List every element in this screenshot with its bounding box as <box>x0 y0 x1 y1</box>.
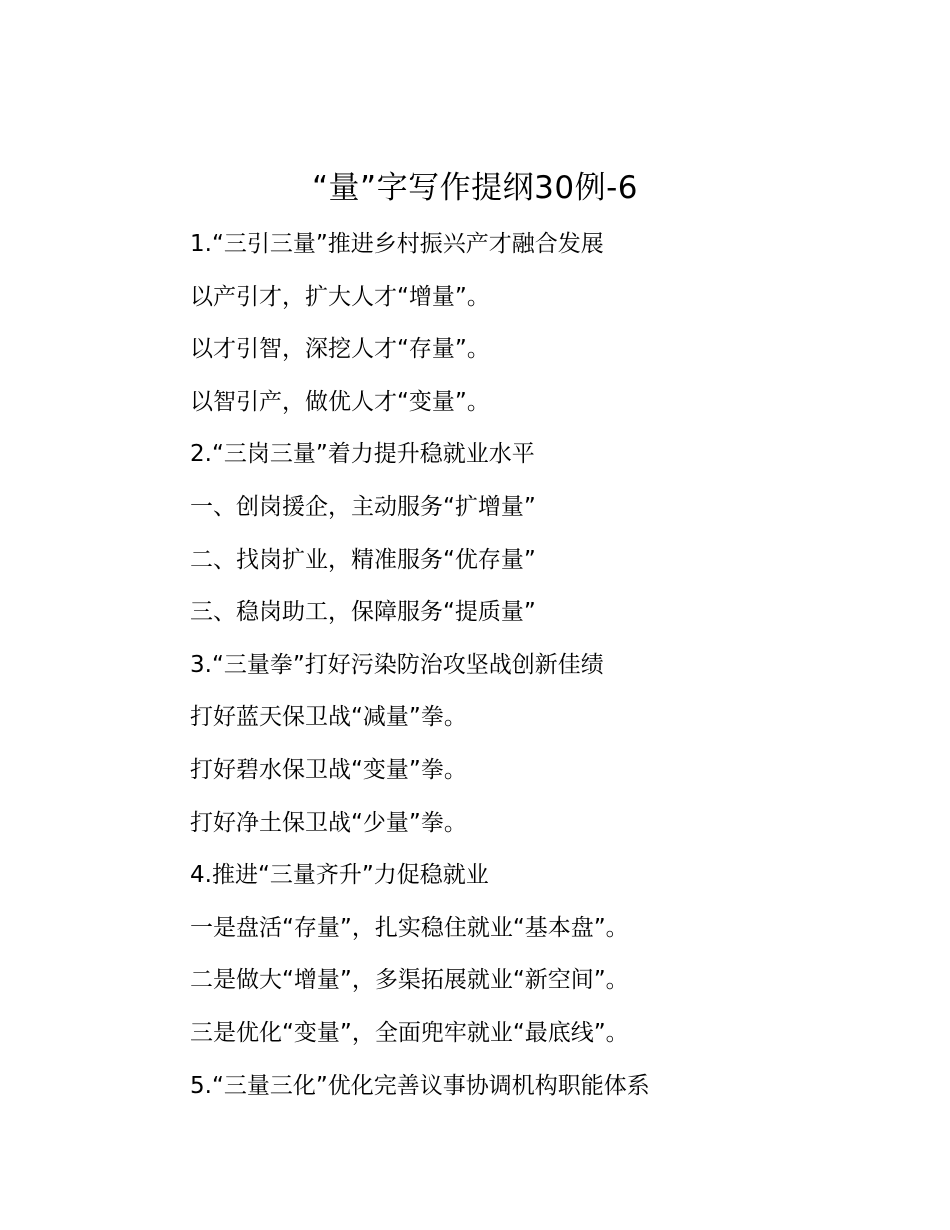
text-line: 打好蓝天保卫战“减量”拳。 <box>190 704 467 731</box>
text-line: 二、找岗扩业，精准服务“优存量” <box>190 546 536 573</box>
document-title: “量”字写作提纲30例-6 <box>312 170 638 206</box>
text-line: 一、创岗援企，主动服务“扩增量” <box>190 493 536 520</box>
heading-5: 5.“三量三化”优化完善议事协调机构职能体系 <box>190 1072 650 1099</box>
heading-2: 2.“三岗三量”着力提升稳就业水平 <box>190 441 535 468</box>
heading-1: 1.“三引三量”推进乡村振兴产才融合发展 <box>190 231 604 257</box>
text-line: 以才引智，深挖人才“存量”。 <box>190 336 490 363</box>
text-line: 打好净土保卫战“少量”拳。 <box>190 809 467 836</box>
text-line: 二是做大“增量”，多渠拓展就业“新空间”。 <box>190 967 629 994</box>
text-line: 以产引才，扩大人才“增量”。 <box>190 283 490 310</box>
heading-3: 3.“三量拳”打好污染防治攻坚战创新佳绩 <box>190 651 604 678</box>
text-line: 三是优化“变量”，全面兜牢就业“最底线”。 <box>190 1019 629 1046</box>
document-body <box>190 218 910 1112</box>
text-line: 打好碧水保卫战“变量”拳。 <box>190 756 467 783</box>
text-line: 一是盘活“存量”，扎实稳住就业“基本盘”。 <box>190 914 629 941</box>
text-line: 以智引产，做优人才“变量”。 <box>190 388 490 415</box>
text-line: 三、稳岗助工，保障服务“提质量” <box>190 599 536 626</box>
heading-4: 4.推进“三量齐升”力促稳就业 <box>190 862 489 889</box>
